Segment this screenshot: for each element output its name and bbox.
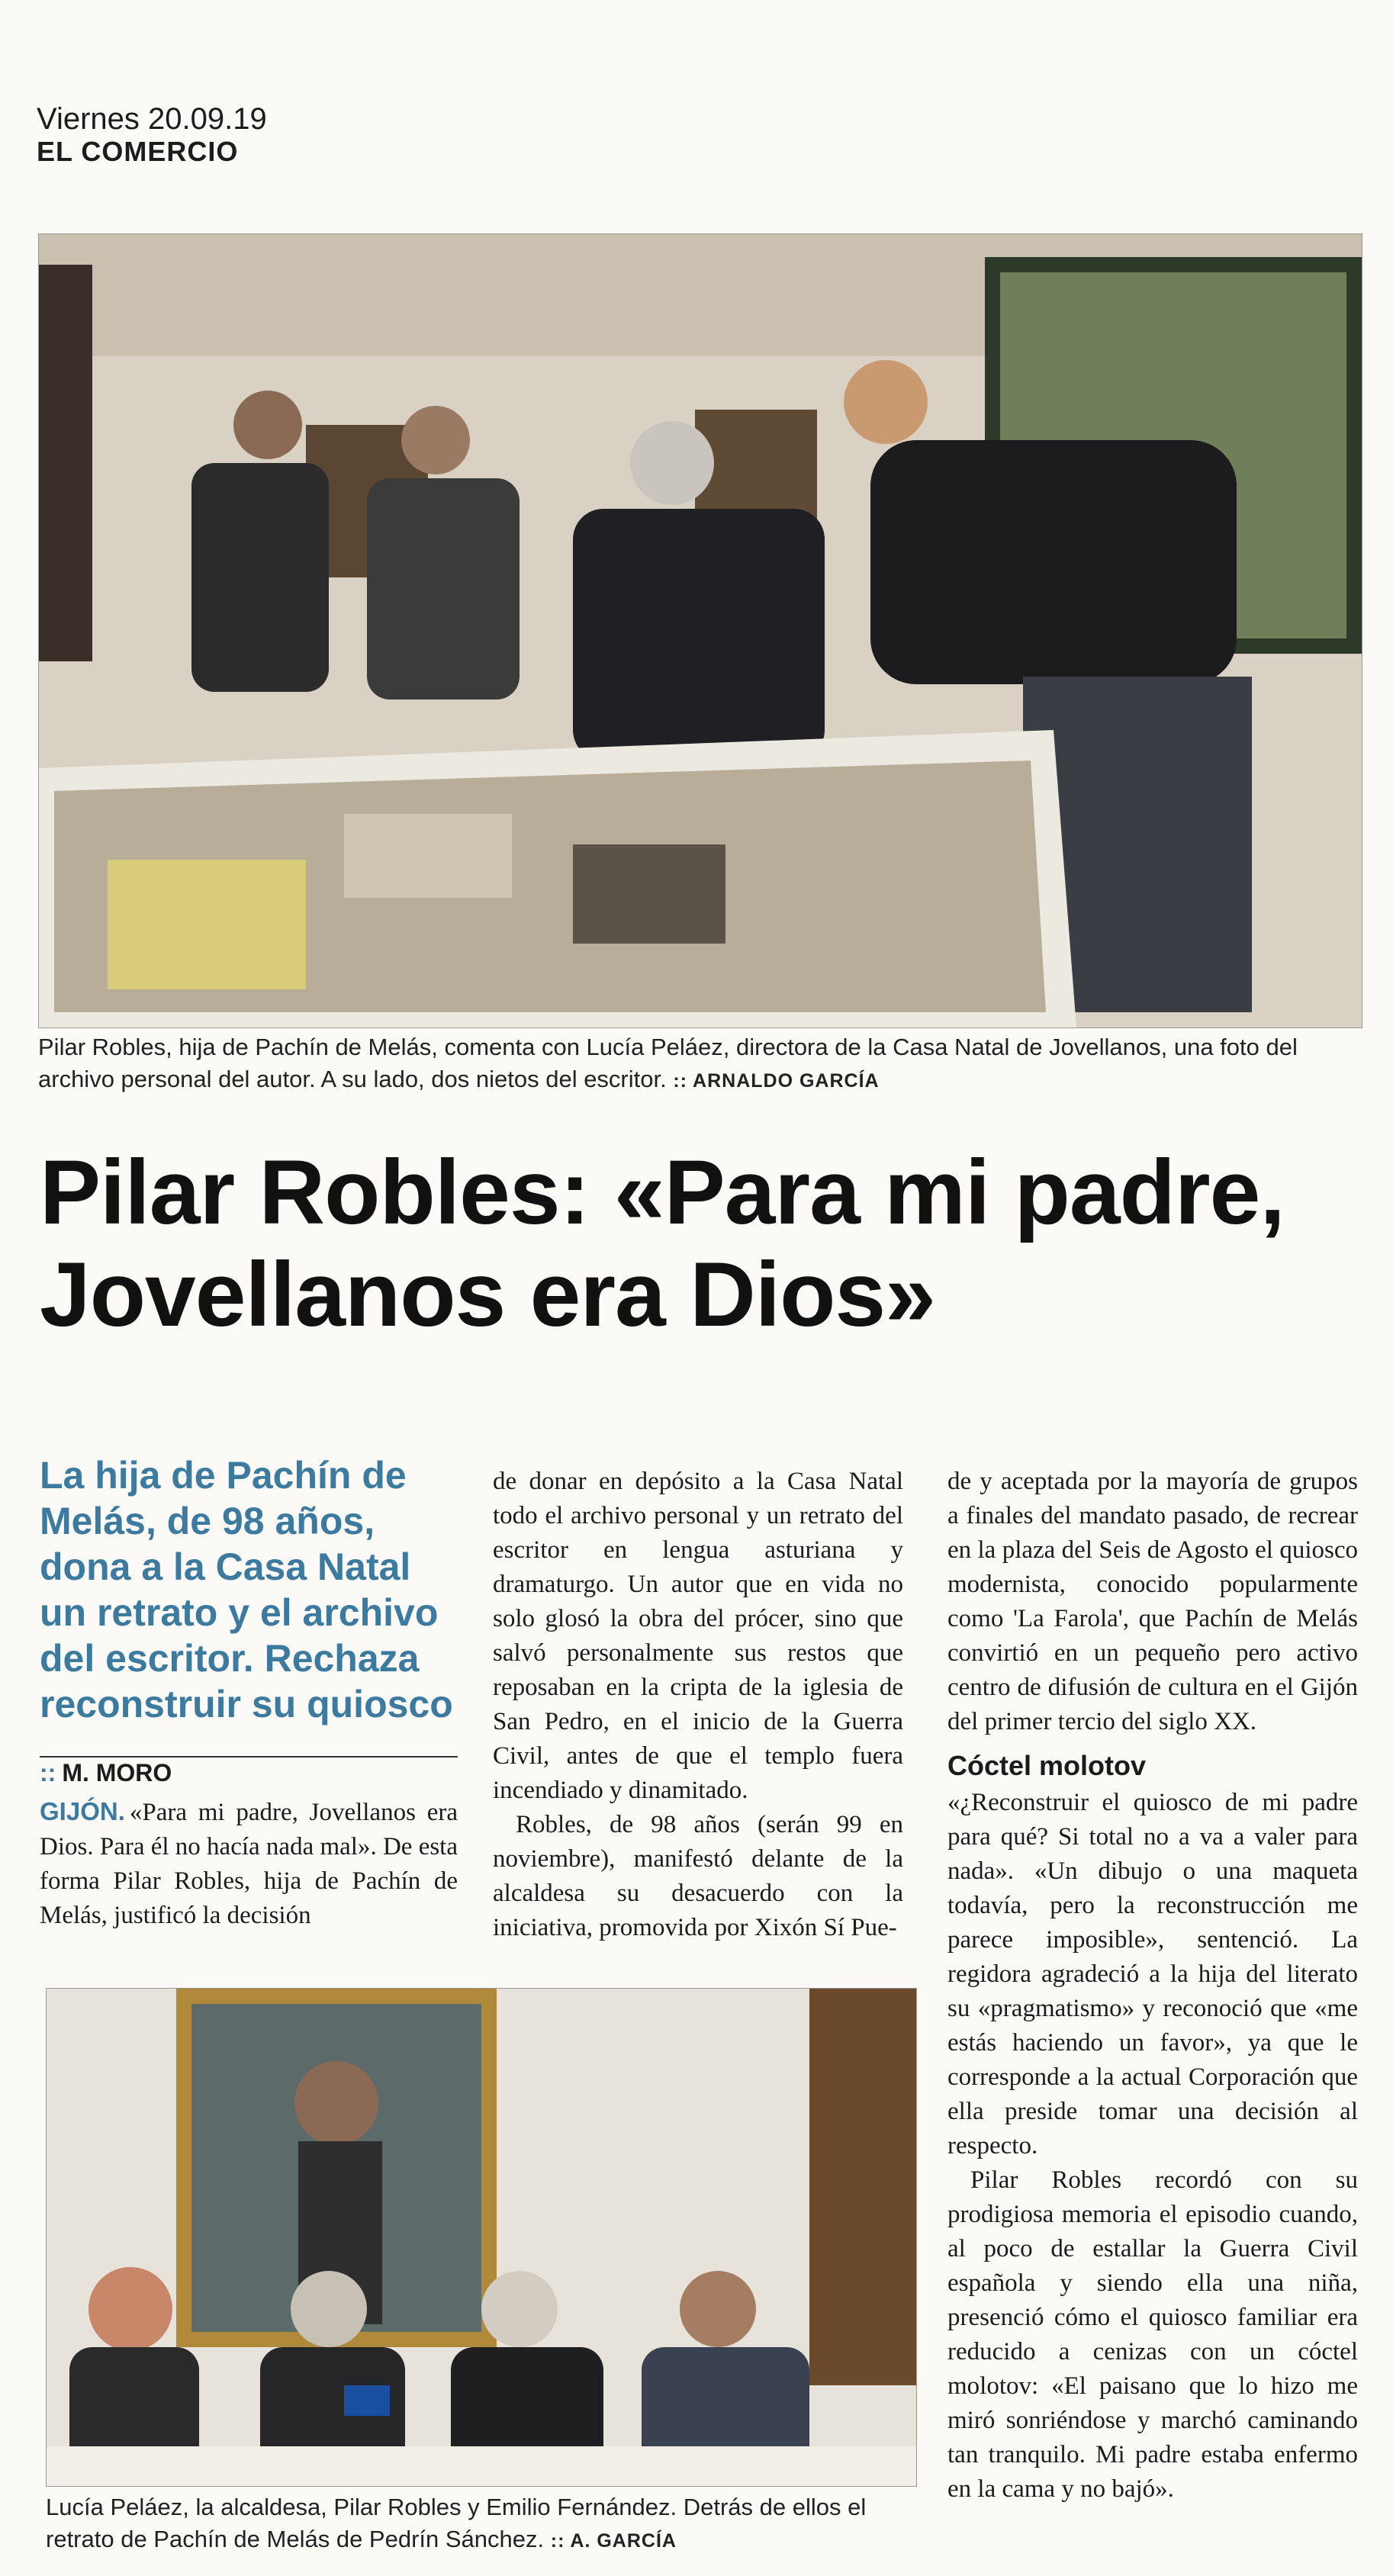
press-conference-image [47, 1989, 916, 2486]
museum-visit-image [39, 234, 1362, 1028]
byline-rule [40, 1756, 458, 1758]
lead-text: «Para mi padre, Jovellanos era Dios. Para él no hacía nada mal». De esta forma Pilar Robles, hija de Pachín de Melás, justificó la decisión [40, 1799, 458, 1929]
bottom-photo-caption [46, 2491, 915, 2557]
article-column-1 [40, 1794, 458, 1933]
paragraph: de y aceptada por la mayoría de grupos a finales del mandato pasado, de recrear en la plaza del Seis de Agosto el quiosco modernista, conocido popularmente como 'La Farola', que Pachín de Melás convirtió en un pequeño pero activo centro de difusión de cultura en el Gijón del primer tercio del siglo XX. [947, 1468, 1358, 1735]
article-column-3 [947, 1465, 1358, 2507]
caption-text: Lucía Peláez, la alcaldesa, Pilar Robles y Emilio Fernández. Detrás de ellos el retrato de Pachín de Melás de Pedrín Sánchez. [46, 2494, 867, 2552]
newspaper-name: EL COMERCIO [37, 136, 239, 167]
byline [40, 1759, 172, 1787]
top-photo-caption [38, 1031, 1366, 1097]
issue-date: Viernes 20.09.19 [37, 102, 267, 136]
byline-dots: :: [40, 1759, 56, 1786]
photo-credit: :: ARNALDO GARCÍA [673, 1070, 880, 1092]
photo-credit: :: A. GARCÍA [550, 2530, 677, 2552]
top-photo [38, 233, 1362, 1028]
author-name: M. MORO [62, 1759, 172, 1786]
subheadline: La hija de Pachín de Melás, de 98 años, dona a la Casa Natal un retrato y el archivo del escritor. Rechaza reconstruir su quiosco [40, 1454, 453, 1725]
caption-text: Pilar Robles, hija de Pachín de Melás, comenta con Lucía Peláez, directora de la Casa Natal de Jovellanos, una foto del archivo personal del autor. A su lado, dos nietos del escritor. [38, 1034, 1298, 1092]
headline: Pilar Robles: «Para mi padre, Jovellanos era Dios» [40, 1141, 1285, 1346]
paragraph: de donar en depósito a la Casa Natal todo el archivo personal y un retrato del escritor en lengua asturiana y dramaturgo. Un autor que en vida no solo glosó la obra del prócer, sino que salvó personalmente sus restos que reposaban en la cripta de la iglesia de San Pedro, en el inicio de la Guerra Civil, antes de que el templo fuera incendiado y dinamitado. [493, 1468, 903, 1804]
paragraph: Pilar Robles recordó con su prodigiosa memoria el episodio cuando, al poco de estallar la Guerra Civil española y siendo ella una niña, presenció cómo el quiosco familiar era reducido a cenizas con un cóctel molotov: «El paisano que lo hizo me miró sonriéndose y marchó caminando tan tranquilo. Mi padre estaba enfermo en la cama y no bajó». [947, 2166, 1358, 2503]
dateline-city: GIJÓN. [40, 1797, 125, 1825]
article-column-2 [493, 1465, 903, 1945]
paragraph: «¿Reconstruir el quiosco de mi padre para qué? Si total no a va a valer para nada». «Un dibujo o una maqueta todavía, pero la reconstrucción me parece imposible», sentenció. La regidora agradeció a la hija del literato su «pragmatismo» y reconoció que «me estás haciendo un favor», ya que le corresponde a la actual Corporación que ella preside tomar una decisión al respecto. [947, 1789, 1358, 2160]
paragraph: Robles, de 98 años (serán 99 en noviembre), manifestó delante de la alcaldesa su desacuerdo con la iniciativa, promovida por Xixón Sí Pue- [493, 1811, 903, 1941]
bottom-photo [46, 1988, 917, 2487]
section-subtitle: Cóctel molotov [947, 1750, 1147, 1781]
lead-paragraph [40, 1794, 458, 1933]
